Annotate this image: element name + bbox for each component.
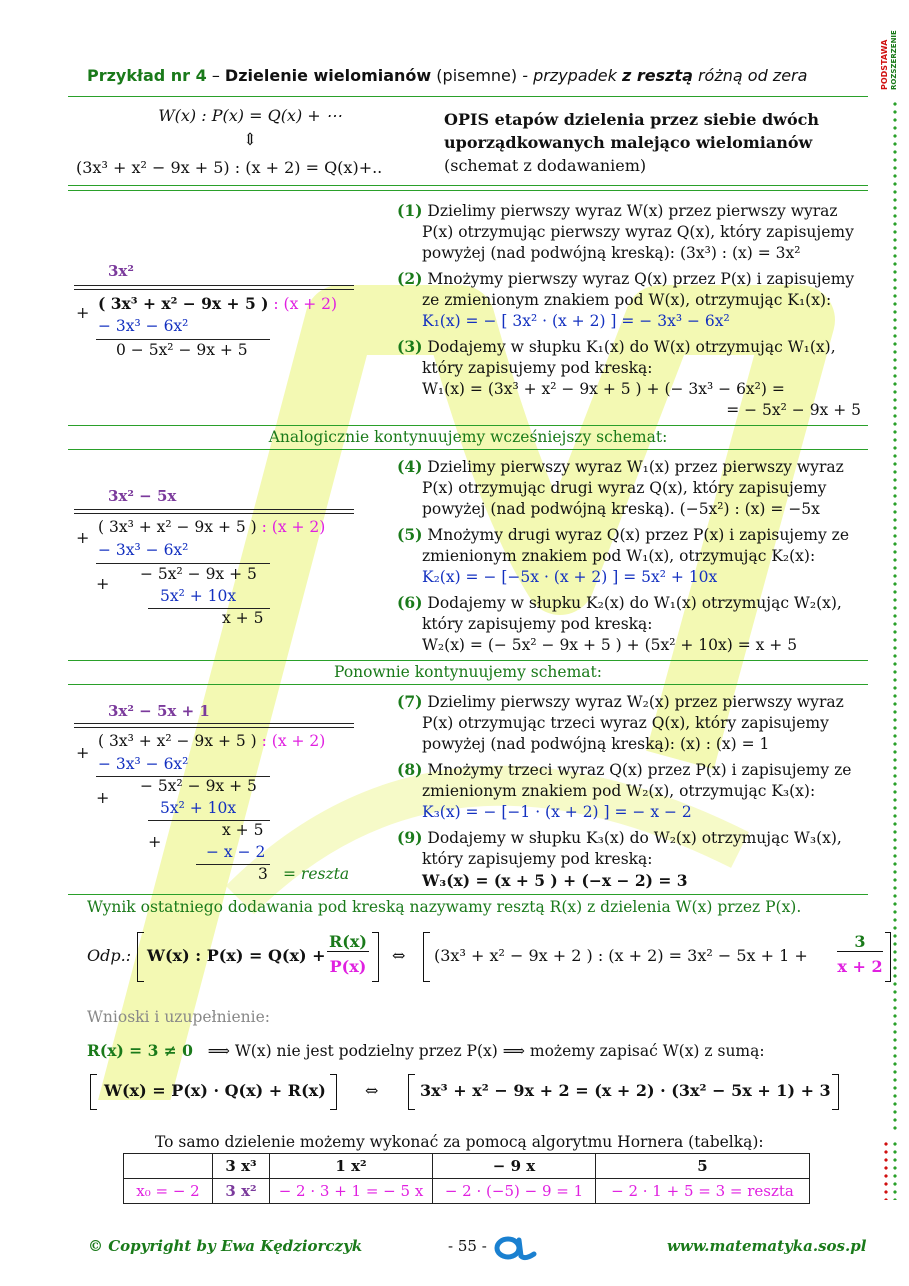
s3-res2: x + 5: [222, 821, 264, 839]
s3-heading: Ponownie kontynuujemy schemat:: [334, 663, 602, 681]
page-title: Przykład nr 4 – Dzielenie wielomianów (pisemne) - przypadek z resztą różną od zera: [87, 66, 808, 85]
s2-plus2: +: [96, 574, 110, 593]
answer-frac-den: P(x): [329, 957, 367, 976]
step-5: (5) Mnożymy drugi wyraz Q(x) przez P(x) i zapisujemy ze zmienionym znakiem pod W₁(x), otrzymując K₂(x): K₂(x) = − [−5x · (x + 2) ] = 5x² + 10x: [397, 525, 850, 586]
footer-page-number: - 55 -: [448, 1237, 487, 1255]
s2-quotient: 3x² − 5x: [108, 487, 177, 505]
horner-cell: − 2 · (−5) − 9 = 1: [433, 1179, 596, 1204]
footer-copyright: © Copyright by Ewa Kędziorczyk: [88, 1237, 363, 1255]
footer-url[interactable]: www.matematyka.sos.pl: [667, 1237, 867, 1255]
header-formula2: (3x³ + x² − 9x + 5) : (x + 2) = Q(x)+..: [76, 158, 383, 177]
horner-header-row: [124, 1154, 810, 1179]
s2-steps: [397, 456, 867, 656]
horner-cell: [124, 1154, 213, 1179]
step-2: (2) Mnożymy pierwszy wyraz Q(x) przez P(x) i zapisujemy ze zmienionym znakiem pod W(x), otrzymując K₁(x): K₁(x) = − [ 3x² · (x + 2) ] = − 3x³ − 6x²: [397, 269, 855, 330]
conclusions-line2: W(x) = P(x) · Q(x) + R(x) ⇔ 3x³ + x² − 9x + 2 = (x + 2) · (3x² − 5x + 1) + 3: [90, 1074, 850, 1110]
s3-sub3: − x − 2: [206, 843, 266, 861]
s3-sub2: 5x² + 10x: [160, 799, 237, 817]
side-label-rozszerzenie: ROZSZERZENIE: [890, 30, 898, 90]
s2-sub2: 5x² + 10x: [160, 587, 237, 605]
header-equiv-arrow: ⇕: [242, 130, 258, 150]
horner-title: To samo dzielenie możemy wykonać za pomocą algorytmu Hornera (tabelką):: [155, 1133, 764, 1151]
step-7: (7) Dzielimy pierwszy wyraz W₂(x) przez pierwszy wyraz P(x) otrzymując trzeci wyraz Q(x), który zapisujemy powyżej (nad podwójną kreską): (x) : (x) = 1: [397, 692, 844, 753]
s1-quotient: 3x²: [108, 262, 134, 280]
s3-plus: +: [76, 743, 90, 762]
step-4: (4) Dzielimy pierwszy wyraz W₁(x) przez pierwszy wyraz P(x) otrzymując drugi wyraz Q(x), który zapisujemy powyżej (nad podwójną kreską). (−5x²) : (x) = −5x: [397, 457, 844, 518]
step-6: (6) Dodajemy w słupku K₂(x) do W₁(x) otrzymując W₂(x), który zapisujemy pod kreską: W₂(x) = (− 5x² − 9x + 5 ) + (5x² + 10x) = x + 5: [397, 593, 842, 654]
s3-plus3: +: [148, 832, 162, 851]
s3-sub1: − 3x³ − 6x²: [98, 755, 189, 773]
answer-right: (3x³ + x² − 9x + 2 ) : (x + 2) = 3x² − 5x + 1 +: [434, 946, 808, 965]
horner-cell: 3 x²: [213, 1179, 270, 1204]
s2-plus: +: [76, 528, 90, 547]
s2-dividend: ( 3x³ + x² − 9x + 5 ) : (x + 2): [98, 518, 326, 536]
step-8: (8) Mnożymy trzeci wyraz Q(x) przez P(x) i zapisujemy ze zmienionym znakiem pod W₂(x), otrzymując K₃(x): K₃(x) = − [−1 · (x + 2) ] = − x − 2: [397, 760, 852, 821]
horner-table: [123, 1153, 810, 1204]
horner-cell: 5: [596, 1154, 810, 1179]
s3-quotient: 3x² − 5x + 1: [108, 702, 210, 720]
s2-res2: x + 5: [222, 609, 264, 627]
answer-equiv: ⇔: [392, 946, 406, 965]
side-dots-green2: [893, 1140, 897, 1200]
s1-steps: [397, 200, 867, 421]
header-formula1: W(x) : P(x) = Q(x) + ⋯: [158, 106, 342, 125]
s3-steps: [397, 691, 867, 892]
answer: [87, 932, 897, 982]
s2-sub1: − 3x³ − 6x²: [98, 541, 189, 559]
conclusions-line1: R(x) = 3 ≠ 0 ⟹ W(x) nie jest podzielny przez P(x) ⟹ możemy zapisać W(x) z sumą:: [87, 1041, 765, 1060]
answer-label: Odp.:: [87, 946, 132, 965]
s2-res1: − 5x² − 9x + 5: [140, 565, 257, 583]
s3-dividend: ( 3x³ + x² − 9x + 5 ) : (x + 2): [98, 732, 326, 750]
answer-frac-num: R(x): [327, 932, 369, 952]
result-line: Wynik ostatniego dodawania pod kreską nazywamy resztą R(x) z dzielenia W(x) przez P(x).: [87, 898, 802, 916]
logo-icon: [490, 1232, 538, 1262]
horner-cell: − 9 x: [433, 1154, 596, 1179]
side-label-podstawa: PODSTAWA: [880, 39, 889, 90]
s3-plus2: +: [96, 788, 110, 807]
s1-plus: +: [76, 303, 90, 322]
horner-cell: x₀ = − 2: [124, 1179, 213, 1204]
horner-cell: − 2 · 1 + 5 = 3 = reszta: [596, 1179, 810, 1204]
header-description: OPIS etapów dzielenia przez siebie dwóch uporządkowanych malejąco wielomianów (schemat z dodawaniem): [444, 110, 819, 175]
answer-frac2-den: x + 2: [837, 957, 883, 976]
s3-reszta: = reszta: [283, 865, 350, 883]
s1-res1: 0 − 5x² − 9x + 5: [116, 341, 248, 359]
horner-result-row: [124, 1179, 810, 1204]
answer-frac2-num: 3: [837, 932, 883, 952]
horner-cell: 1 x²: [270, 1154, 433, 1179]
answer-left: W(x) : P(x) = Q(x) +: [147, 946, 326, 965]
step-1: (1) Dzielimy pierwszy wyraz W(x) przez pierwszy wyraz P(x) otrzymując pierwszy wyraz Q(x), który zapisujemy powyżej (nad podwójną kreską): (3x³) : (x) = 3x²: [397, 201, 854, 262]
horner-cell: 3 x³: [213, 1154, 270, 1179]
s3-res3: 3: [258, 865, 268, 883]
s2-heading: Analogicznie kontynuujemy wcześniejszy schemat:: [268, 428, 668, 446]
side-dots-red: [884, 1140, 888, 1200]
step-3: (3) Dodajemy w słupku K₁(x) do W(x) otrzymując W₁(x), który zapisujemy pod kreską: W₁(x) = (3x³ + x² − 9x + 5 ) + (− 3x³ − 6x²) = = − 5x² − 9x + 5: [397, 337, 861, 419]
horner-cell: − 2 · 3 + 1 = − 5 x: [270, 1179, 433, 1204]
s3-res1: − 5x² − 9x + 5: [140, 777, 257, 795]
s1-dividend: ( 3x³ + x² − 9x + 5 ) : (x + 2): [98, 294, 338, 313]
s1-sub1: − 3x³ − 6x²: [98, 317, 189, 335]
step-9: (9) Dodajemy w słupku K₃(x) do W₂(x) otrzymując W₃(x), który zapisujemy pod kreską: W₃(x) = (x + 5 ) + (−x − 2) = 3: [397, 828, 842, 890]
conclusions-heading: Wnioski i uzupełnienie:: [87, 1008, 271, 1026]
